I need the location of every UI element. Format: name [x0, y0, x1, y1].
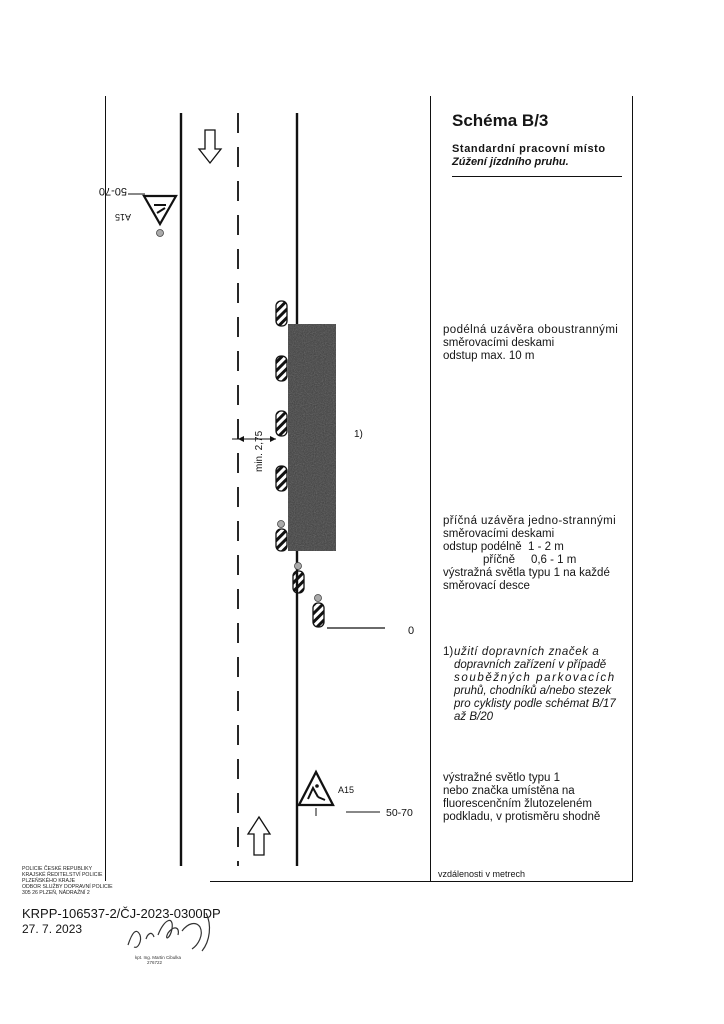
directional-board-7: [313, 595, 324, 628]
directional-board-4: [276, 466, 287, 491]
direction-arrow-down-icon: [199, 130, 221, 163]
footnote-marker: 1): [443, 646, 454, 658]
document-reference: KRPP-106537-2/ČJ-2023-0300DP: [22, 906, 221, 921]
signer-name: kpt. Ing. Martin Cibulka: [135, 955, 182, 960]
direction-arrow-up-icon: [248, 817, 270, 855]
note-longitudinal-line1: podélná uzávěra oboustrannými: [443, 324, 619, 336]
distances-unit-note: vzdálenosti v metrech: [438, 869, 526, 879]
schema-title: Schéma B/3: [452, 111, 549, 130]
footnote-line6: až B/20: [454, 711, 493, 723]
sign-code-bottom: A15: [338, 785, 355, 795]
police-stamp: [22, 866, 113, 896]
stamp-line1: POLICIE ČESKÉ REPUBLIKY: [22, 866, 93, 872]
footnote-line5: pro cyklisty podle schémat B/17: [454, 698, 616, 710]
stamp-line3: PLZEŇSKÉHO KRAJE: [22, 878, 76, 884]
note-warning-line2: nebo značka umístěna na: [443, 785, 575, 797]
footnote-line3: souběžných parkovacích: [454, 672, 616, 684]
document-date: 27. 7. 2023: [22, 922, 83, 936]
note-transverse: [443, 515, 616, 593]
zero-label: 0: [408, 625, 415, 637]
note-transverse-line2: směrovacími deskami: [443, 528, 555, 540]
footnote-line4: pruhů, chodníků a/nebo stezek: [454, 685, 612, 697]
footnote-body: [454, 646, 624, 724]
directional-board-2: [276, 356, 287, 381]
dimension-label: min. 2,75: [254, 430, 265, 472]
note-warning-line3: fluorescenčním žlutozeleném: [443, 798, 592, 810]
note-transverse-line3: [443, 541, 616, 554]
note-longitudinal: [443, 324, 618, 363]
note-transverse-cross-value: 0,6 - 1 m: [530, 554, 577, 566]
sign-a15-top-icon: [144, 196, 176, 237]
note-transverse-longitudinal-value: 1 - 2 m: [528, 541, 564, 553]
footnote-line2: dopravních zařízení v případě: [454, 659, 607, 671]
sign-code-top: A15: [114, 212, 131, 222]
note-transverse-cross-label: příčně: [483, 554, 515, 566]
signer-id: 276722: [147, 960, 163, 965]
stamp-line5: 305 26 PLZEŇ, NÁDRAŽNÍ 2: [22, 890, 90, 896]
stamp-line4: ODBOR SLUŽBY DOPRAVNÍ POLICIE: [22, 884, 113, 890]
note-transverse-line5: výstražná světla typu 1 na každé: [443, 567, 610, 579]
note-transverse-longitudinal-label: odstup podélně: [443, 541, 522, 553]
signer-block: [135, 955, 181, 965]
note-transverse-line1: příčná uzávěra jedno-strannými: [443, 515, 617, 527]
note-longitudinal-line2: směrovacími deskami: [443, 337, 555, 349]
schema-subtitle-line1: Standardní pracovní místo: [452, 143, 606, 155]
footnote-line1: užití dopravních značek a: [454, 646, 600, 658]
note-warning-line1: výstražné světlo typu 1: [443, 772, 560, 784]
sign-distance-top: 50-70: [98, 185, 127, 197]
footnote: [443, 646, 616, 723]
title-underline: [452, 176, 622, 177]
stamp-line2: KRAJSKÉ ŘEDITELSTVÍ POLICIE: [22, 872, 103, 878]
frame-right-border: [632, 96, 633, 881]
work-area-marker: 1): [354, 429, 363, 440]
directional-board-3: [276, 411, 287, 436]
note-longitudinal-line3: odstup max. 10 m: [443, 350, 535, 362]
directional-board-5: [276, 521, 287, 552]
note-warning-light: [443, 772, 600, 824]
directional-board-6: [293, 563, 304, 594]
note-transverse-line4: [443, 554, 616, 567]
signature-icon: [118, 905, 218, 957]
note-transverse-line6: směrovací desce: [443, 580, 530, 592]
directional-board-1: [276, 301, 287, 326]
sign-a15-bottom-icon: [299, 772, 333, 805]
schema-subtitle-line2: Zúžení jízdního pruhu.: [452, 156, 569, 168]
sign-distance-bottom: 50-70: [386, 807, 413, 819]
note-warning-line4: podkladu, v protisměru shodně: [443, 811, 601, 823]
